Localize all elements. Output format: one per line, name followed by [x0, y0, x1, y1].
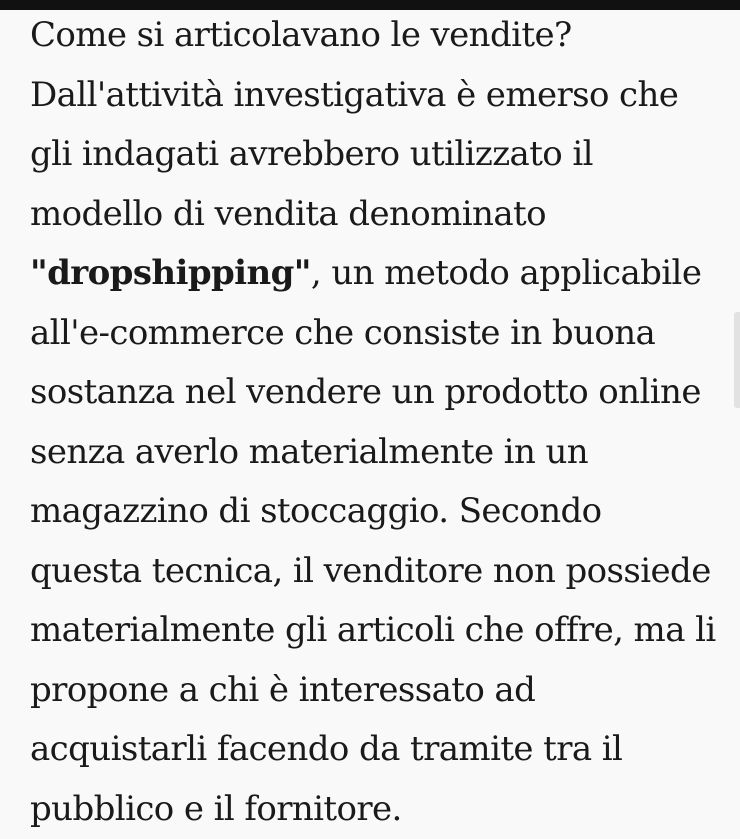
article-question: Come si articolavano le vendite? — [30, 6, 720, 66]
article-body — [30, 6, 720, 839]
scrollbar-thumb[interactable] — [734, 312, 740, 408]
article-paragraph — [30, 66, 720, 839]
paragraph-text-end: , un metodo applicabile all'e-commerce che consiste in buona sostanza nel vendere un prodotto online senza averlo materialmente in un magazzino di stoccaggio. Secondo questa tecnica, il venditore non possiede materialmente gli articoli che offre, ma li propone a chi è interessato ad acquistarli facendo da tramite tra il pubblico e il fornitore. — [30, 253, 716, 829]
paragraph-text-start: Dall'attività investigativa è emerso che gli indagati avrebbero utilizzato il modello di vendita denominato — [30, 75, 678, 234]
highlighted-term: "dropshipping" — [30, 253, 311, 293]
